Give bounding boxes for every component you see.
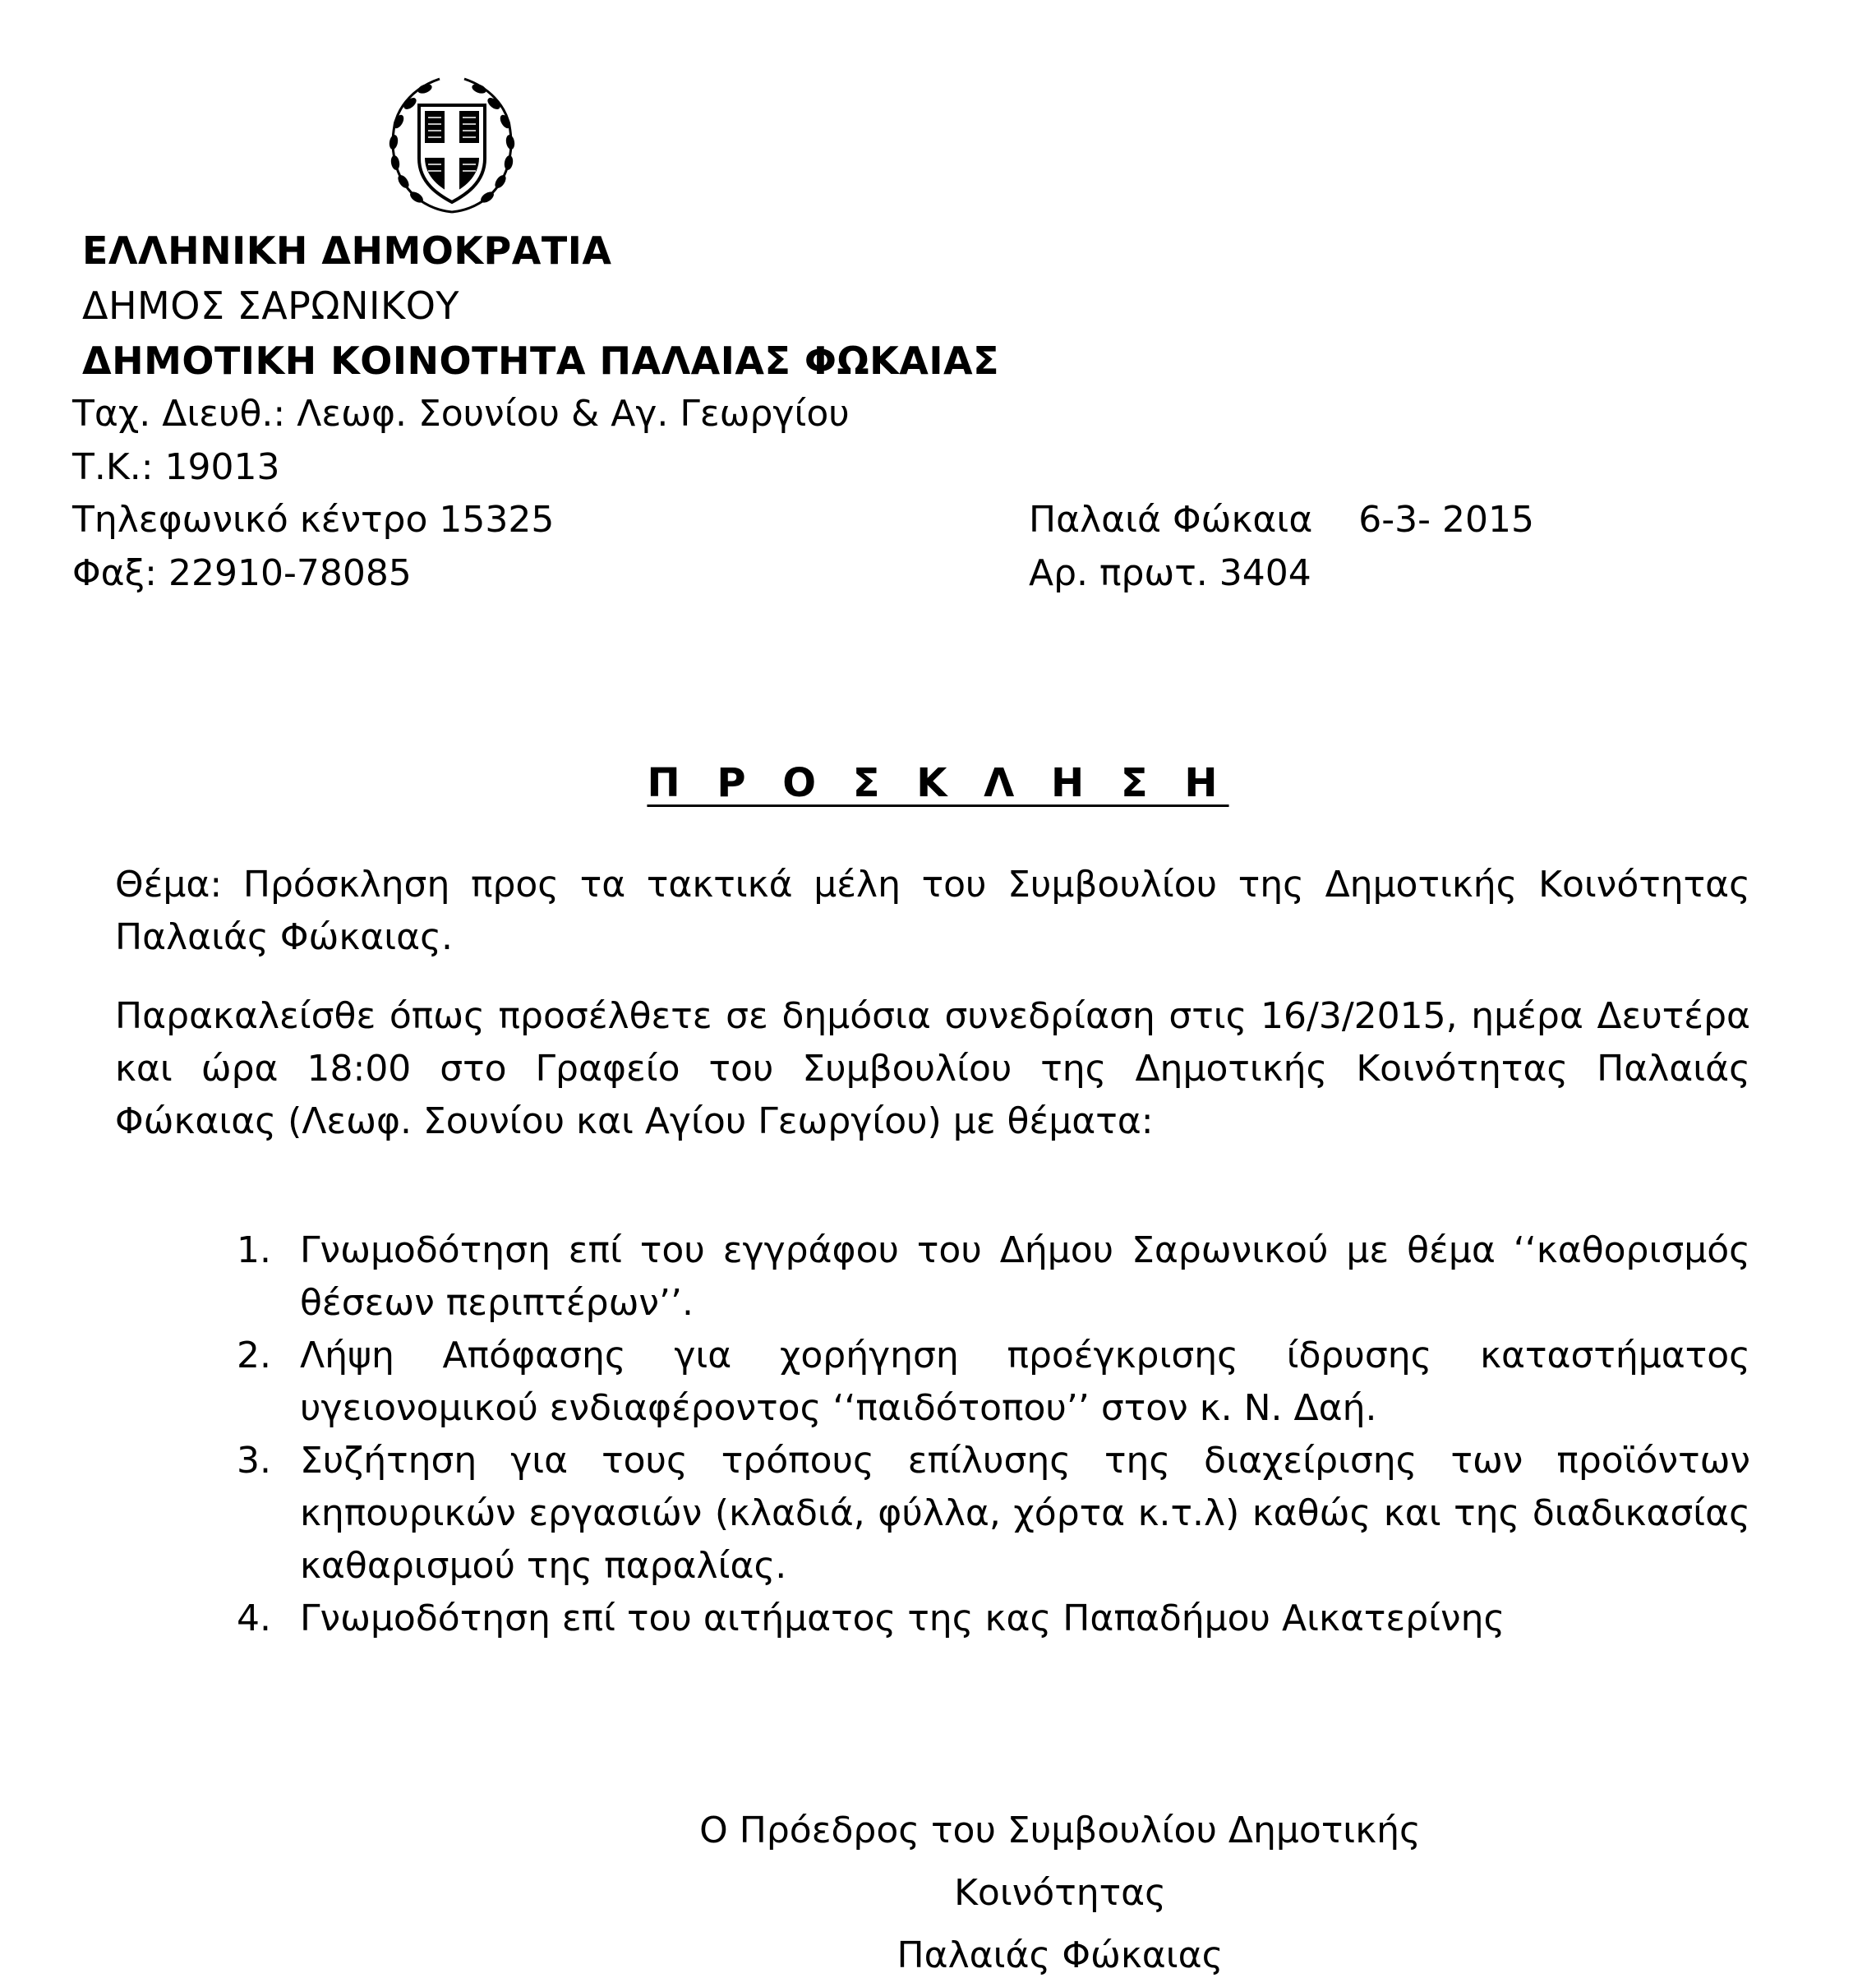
list-item-number: 2. [237,1335,271,1376]
republic-heading: ΕΛΛΗΝΙΚΗ ΔΗΜΟΚΡΑΤΙΑ [82,228,612,273]
phone-line: Τηλεφωνικό κέντρο 15325 [72,499,555,541]
subject-paragraph: Θέμα: Πρόσκληση προς τα τακτικά μέλη του Συμβουλίου της Δημοτικής Κοινότητας Παλαιάς Φώκαιας. [115,864,1750,958]
list-item-text: Γνωμοδότηση επί του αιτήματος της κας Παπαδήμου Αικατερίνης [300,1597,1505,1639]
body-paragraph: Παρακαλείσθε όπως προσέλθετε σε δημόσια συνεδρίαση στις 16/3/2015, ημέρα Δευτέρα και ώρα 18:00 στο Γραφείο του Συμβουλίου της Δημοτικής Κοινότητας Παλαιάς Φώκαιας (Λεωφ. Σουνίου και Αγίου Γεωργίου) με θέματα: [115,995,1750,1142]
signature-title-line: Ο Πρόεδρος του Συμβουλίου Δημοτικής Κοινότητας [699,1810,1421,1914]
postal-code-line: Τ.Κ.: 19013 [72,446,280,488]
community-heading: ΔΗΜΟΤΙΚΗ ΚΟΙΝΟΤΗΤΑ ΠΑΛΑΙΑΣ ΦΩΚΑΙΑΣ [82,339,1000,383]
place-date-line: Παλαιά Φώκαια 6-3- 2015 [1029,499,1534,541]
document-title [0,760,1876,806]
list-item-text: Γνωμοδότηση επί του εγγράφου του Δήμου Σαρωνικού με θέμα ‘‘καθορισμός θέσεων περιπτέρων’’. [300,1229,1750,1324]
list-item [230,1330,1750,1435]
list-item-number: 3. [237,1440,271,1482]
fax-line: Φαξ: 22910-78085 [72,552,412,594]
address-line: Ταχ. Διευθ.: Λεωφ. Σουνίου & Αγ. Γεωργίου [72,393,850,435]
list-item [230,1593,1750,1645]
list-item-text: Λήψη Απόφασης για χορήγηση προέγκρισης ίδρυσης καταστήματος υγειονομικού ενδιαφέροντος ‘‘παιδότοπου’’ στον κ. Ν. Δαή. [300,1335,1750,1429]
list-item [230,1224,1750,1330]
protocol-number: Αρ. πρωτ. 3404 [1029,552,1311,594]
list-item-number: 1. [237,1229,271,1271]
list-item-text: Συζήτηση για τους τρόπους επίλυσης της διαχείρισης των προϊόντων κηπουρικών εργασιών (κλαδιά, φύλλα, χόρτα κ.τ.λ) καθώς και της διαδικασίας καθαρισμού της παραλίας. [300,1440,1750,1587]
list-item [230,1435,1750,1593]
document-title-text: Π Ρ Ο Σ Κ Λ Η Σ Η [647,760,1229,806]
signature-community-line: Παλαιάς Φώκαιας [897,1934,1224,1976]
list-item-number: 4. [237,1597,271,1639]
municipality-heading: ΔΗΜΟΣ ΣΑΡΩΝΙΚΟΥ [82,284,460,328]
greek-coat-of-arms-icon [382,72,522,220]
signature-block [608,1800,1512,1987]
agenda-list [230,1224,1750,1645]
